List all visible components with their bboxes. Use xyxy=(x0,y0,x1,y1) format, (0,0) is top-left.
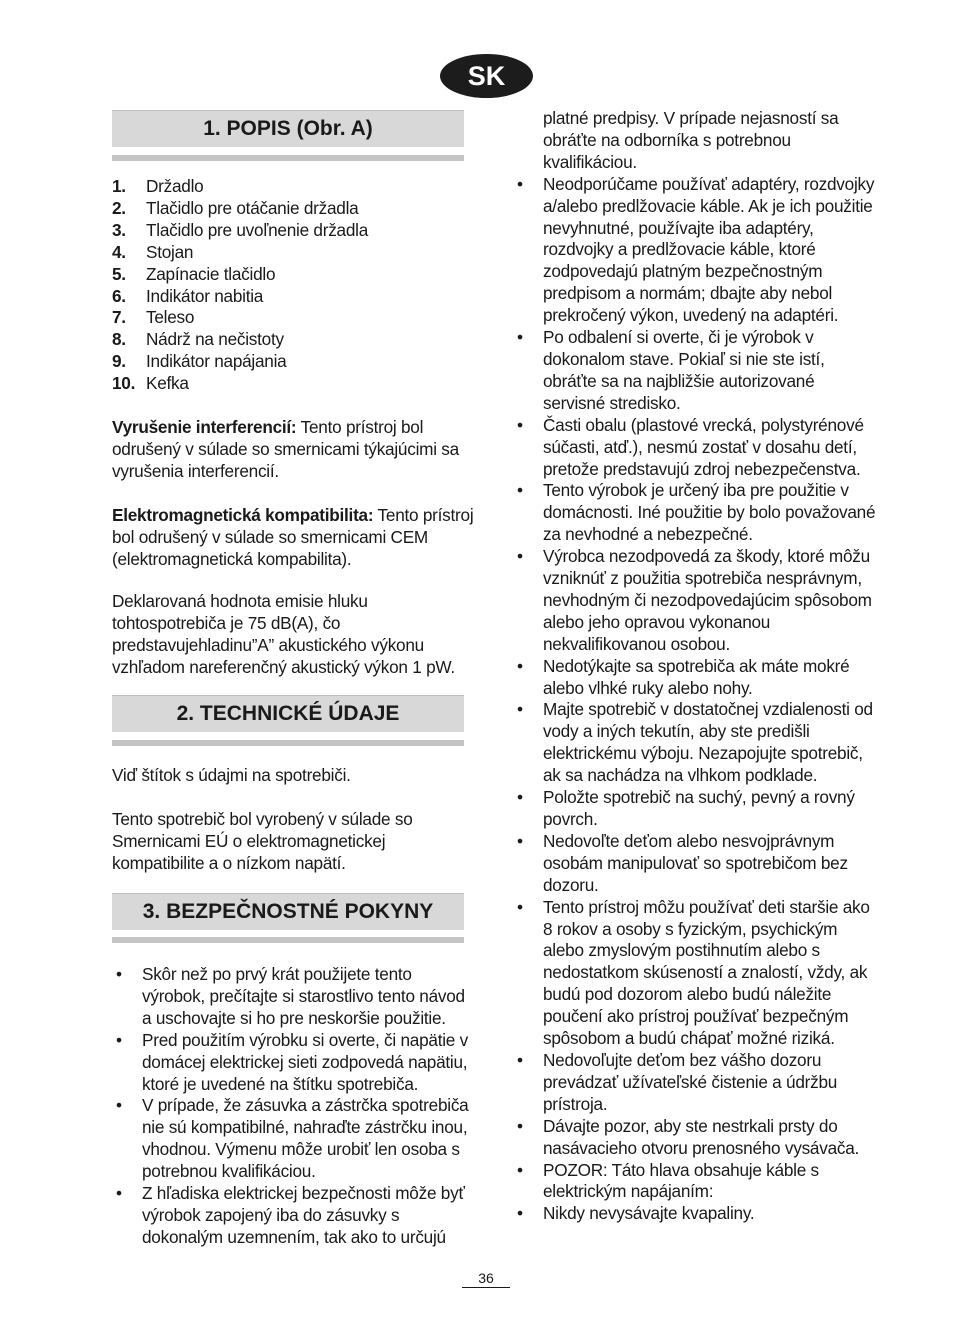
item-number: 8. xyxy=(112,329,126,350)
list-item xyxy=(112,220,472,242)
interference-text: Tento prístroj bol odrušený v súlade so smernicami týkajúcimi sa vyrušenia interferencií. xyxy=(112,417,459,481)
list-item: • Nedotýkajte sa spotrebiča ak máte mokré alebo vlhké ruky alebo nohy. xyxy=(513,656,878,700)
list-item: • POZOR: Táto hlava obsahuje káble s elektrickým napájaním: xyxy=(513,1160,878,1204)
page-number: 36 xyxy=(462,1270,510,1288)
item-number: 9. xyxy=(112,351,126,372)
item-label: Nádrž na nečistoty xyxy=(146,329,284,350)
safety-list-left xyxy=(112,964,477,1249)
item-number: 1. xyxy=(112,176,126,196)
item-number: 6. xyxy=(112,285,126,306)
item-number: 3. xyxy=(112,219,126,240)
list-item xyxy=(112,286,472,308)
item-label: Tlačidlo pre otáčanie držadla xyxy=(146,197,359,218)
list-item: • V prípade, že zásuvka a zástrčka spotrebiča nie sú kompatibilné, nahraďte zástrčku inou, vhodnou. Výmenu môže urobiť len osoba s potrebnou kvalifikáciou. xyxy=(112,1095,477,1183)
safety-list-right xyxy=(513,174,878,1226)
list-item: • Časti obalu (plastové vrecká, polystyrénové súčasti, atď.), nesmú zostať v dosahu detí, pretože predstavujú zdroj nebezpečenstva. xyxy=(513,415,878,481)
list-item xyxy=(112,351,472,373)
section-heading-technicke: 2. TECHNICKÉ ÚDAJE xyxy=(112,695,464,732)
section-divider xyxy=(112,155,464,161)
list-item xyxy=(112,264,472,286)
item-label: Kefka xyxy=(146,373,189,394)
item-label: Zapínacie tlačidlo xyxy=(146,263,276,284)
tech-compliance-note: Tento spotrebič bol vyrobený v súlade so Smernicami EÚ o elektromagnetickej kompatibilite a o nízkom napätí. xyxy=(112,809,413,873)
list-item xyxy=(112,242,472,264)
list-item xyxy=(112,329,472,351)
section-heading-bezpecnostne: 3. BEZPEČNOSTNÉ POKYNY xyxy=(112,893,464,930)
item-label: Indikátor nabitia xyxy=(146,285,264,306)
list-item: • Nedovoľte deťom alebo nesvojprávnym osobám manipulovať so spotrebičom bez dozoru. xyxy=(513,831,878,897)
item-number: 5. xyxy=(112,263,126,284)
section-divider xyxy=(112,937,464,943)
item-label: Držadlo xyxy=(146,176,204,196)
section-divider xyxy=(112,740,464,746)
list-item: • Neodporúčame používať adaptéry, rozdvojky a/alebo predlžovacie káble. Ak je ich použitie nevyhnutné, používajte iba adaptéry, rozdvojky a predlžovacie káble, ktoré zodpovedajú platným bezpečnostným predpisom a normám; dbajte aby nebol prekročený výkon, uvedený na adaptéri. xyxy=(513,174,878,327)
language-badge: SK xyxy=(440,54,533,98)
list-item: • Majte spotrebič v dostatočnej vzdialenosti od vody a iných tekutín, aby ste predišli elektrickému výboju. Nezapojujte spotrebič, ak sa nachádza na vlhkom podklade. xyxy=(513,699,878,787)
continued-text: platné predpisy. V prípade nejasností sa obráťte na odborníka s potrebnou kvalifikáciou. xyxy=(543,108,839,172)
interference-label: Vyrušenie interferencií: xyxy=(112,417,297,437)
parts-list xyxy=(112,176,472,395)
item-number: 2. xyxy=(112,197,126,218)
list-item xyxy=(112,176,472,198)
item-number: 4. xyxy=(112,241,126,262)
list-item: • Výrobca nezodpovedá za škody, ktoré môžu vzniknúť z použitia spotrebiča nesprávnym, nevhodným či nezodpovedajúcim spôsobom alebo jeho opravou vykonanou nekvalifikovanou osobou. xyxy=(513,546,878,656)
list-item: • Nikdy nevysávajte kvapaliny. xyxy=(513,1203,878,1225)
list-item: • Po odbalení si overte, či je výrobok v dokonalom stave. Pokiaľ si nie ste istí, obráťte sa na najbližšie autorizované servisné stredisko. xyxy=(513,327,878,415)
list-item xyxy=(112,198,472,220)
list-item xyxy=(112,373,472,395)
emc-text: Tento prístroj bol odrušený v súlade so smernicami CEM (elektromagnetická kompabilita). xyxy=(112,505,474,569)
item-label: Teleso xyxy=(146,307,195,328)
list-item xyxy=(112,307,472,329)
tech-label-note: Viď štítok s údajmi na spotrebiči. xyxy=(112,765,351,785)
item-label: Indikátor napájania xyxy=(146,351,287,372)
list-item: • Tento výrobok je určený iba pre použitie v domácnosti. Iné použitie by bolo považované za nevhodné a nebezpečné. xyxy=(513,480,878,546)
list-item: • Dávajte pozor, aby ste nestrkali prsty do nasávacieho otvoru prenosného vysávača. xyxy=(513,1116,878,1160)
noise-paragraph: Deklarovaná hodnota emisie hluku tohtospotrebiča je 75 dB(A), čo predstavujehladinu”A” akustického výkonu vzhľadom nareferenčný akustický výkon 1 pW. xyxy=(112,591,455,677)
item-label: Stojan xyxy=(146,241,194,262)
emc-paragraph xyxy=(112,505,482,571)
item-label: Tlačidlo pre uvoľnenie držadla xyxy=(146,219,369,240)
item-number: 7. xyxy=(112,307,126,328)
list-item: • Skôr než po prvý krát použijete tento výrobok, prečítajte si starostlivo tento návod a uschovajte si ho pre neskoršie použitie. xyxy=(112,964,477,1030)
item-number: 10. xyxy=(112,373,136,394)
section-heading-popis: 1. POPIS (Obr. A) xyxy=(112,110,464,147)
list-item: • Položte spotrebič na suchý, pevný a rovný povrch. xyxy=(513,787,878,831)
interference-paragraph xyxy=(112,417,482,483)
list-item: • Tento prístroj môžu používať deti staršie ako 8 rokov a osoby s fyzickým, psychickým alebo zmyslovým postihnutím alebo s nedostatkom skúseností a znalostí, vždy, ak budú pod dozorom alebo budú náležite poučení ako prístroj používať bezpečným spôsobom a budú chápať možné riziká. xyxy=(513,897,878,1050)
list-item: • Z hľadiska elektrickej bezpečnosti môže byť výrobok zapojený iba do zásuvky s dokonalým uzemnením, tak ako to určujú xyxy=(112,1183,477,1249)
safety-column-right xyxy=(513,108,878,1225)
emc-label: Elektromagnetická kompatibilita: xyxy=(112,505,374,525)
list-item: • Nedovoľujte deťom bez vášho dozoru prevádzať užívateľské čistenie a údržbu prístroja. xyxy=(513,1050,878,1116)
list-item: • Pred použitím výrobku si overte, či napätie v domácej elektrickej sieti zodpovedá napätiu, ktoré je uvedené na štítku spotrebiča. xyxy=(112,1030,477,1096)
